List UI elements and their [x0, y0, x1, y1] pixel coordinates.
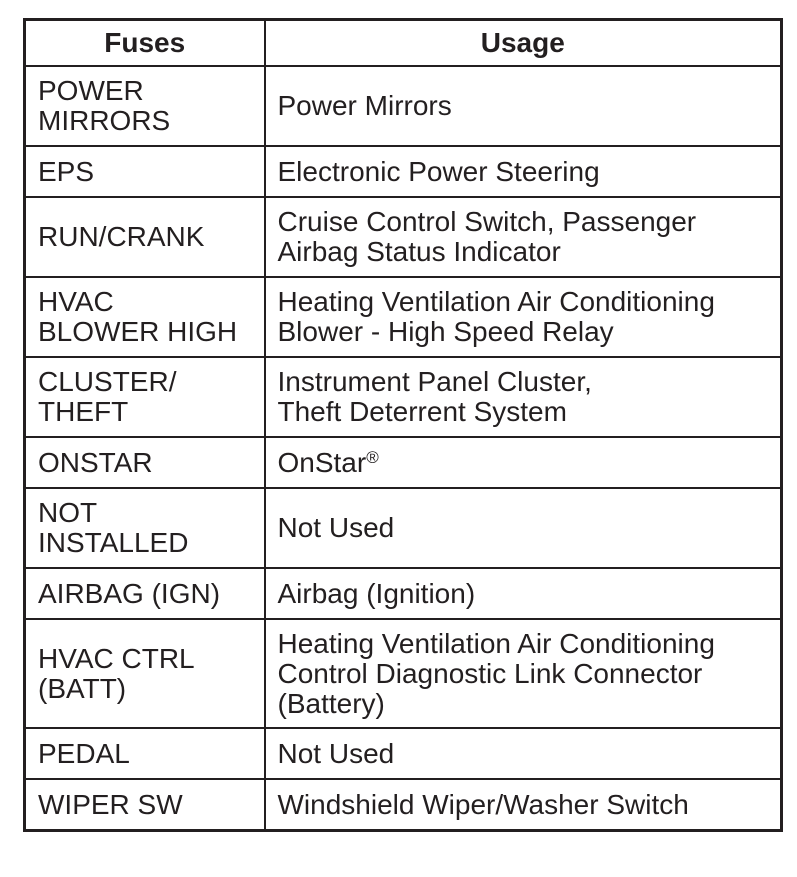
table-row — [25, 568, 782, 619]
fuse-cell: HVAC BLOWER HIGH — [25, 277, 265, 357]
fuse-cell: WIPER SW — [25, 779, 265, 831]
table-row — [25, 728, 782, 779]
table-row — [25, 197, 782, 277]
usage-cell: Not Used — [265, 728, 782, 779]
usage-cell: Airbag (Ignition) — [265, 568, 782, 619]
table-row — [25, 619, 782, 728]
fuse-cell: RUN/CRANK — [25, 197, 265, 277]
table-row — [25, 357, 782, 437]
fuse-cell: ONSTAR — [25, 437, 265, 488]
table-row — [25, 146, 782, 197]
usage-text: OnStar — [277, 446, 367, 478]
usage-cell: Heating Ventilation Air Conditioning Blower - High Speed Relay — [265, 277, 782, 357]
table-row — [25, 66, 782, 146]
table-row — [25, 779, 782, 831]
table-row — [25, 488, 782, 568]
fuses-column-header: Fuses — [25, 20, 265, 67]
usage-cell: Windshield Wiper/Washer Switch — [265, 779, 782, 831]
fuse-cell: HVAC CTRL (BATT) — [25, 619, 265, 728]
fuse-cell: EPS — [25, 146, 265, 197]
table-row — [25, 437, 782, 488]
usage-cell — [265, 437, 782, 488]
usage-column-header: Usage — [265, 20, 782, 67]
fuse-cell: NOT INSTALLED — [25, 488, 265, 568]
usage-cell: Power Mirrors — [265, 66, 782, 146]
registered-mark: ® — [366, 447, 379, 467]
usage-cell: Cruise Control Switch, Passenger Airbag Status Indicator — [265, 197, 782, 277]
table-row — [25, 277, 782, 357]
fuse-cell: CLUSTER/ THEFT — [25, 357, 265, 437]
fuse-cell: POWER MIRRORS — [25, 66, 265, 146]
table-header-row — [25, 20, 782, 67]
usage-cell: Not Used — [265, 488, 782, 568]
usage-cell: Electronic Power Steering — [265, 146, 782, 197]
usage-cell: Heating Ventilation Air Conditioning Control Diagnostic Link Connector (Battery) — [265, 619, 782, 728]
fuse-cell: PEDAL — [25, 728, 265, 779]
usage-cell: Instrument Panel Cluster, Theft Deterrent System — [265, 357, 782, 437]
fuse-usage-table — [23, 18, 783, 832]
fuse-cell: AIRBAG (IGN) — [25, 568, 265, 619]
